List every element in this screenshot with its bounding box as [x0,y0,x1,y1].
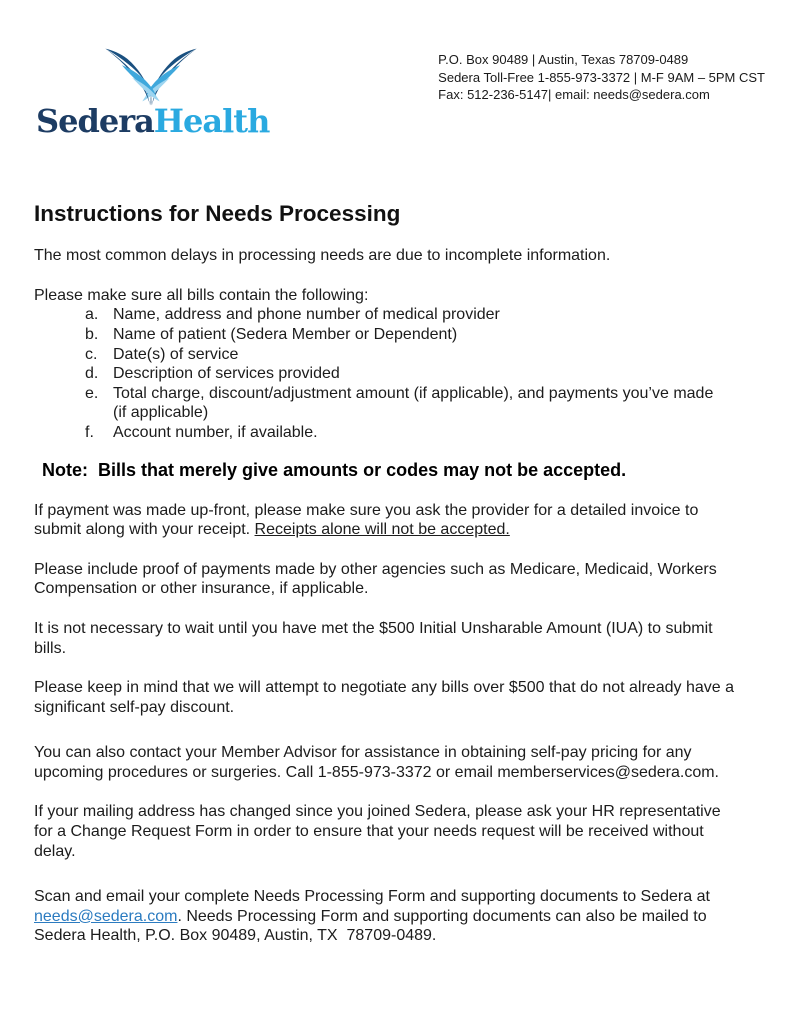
contact-address-line: P.O. Box 90489 | Austin, Texas 78709-0489 [438,52,689,67]
list-item [34,423,754,443]
negotiate-paragraph: Please keep in mind that we will attempt to negotiate any bills over $500 that do not already have a significant self-pay discount. [34,679,739,716]
sedera-logo [36,46,270,140]
brand-name-sedera: Sedera [36,102,154,140]
page-title: Instructions for Needs Processing [34,201,401,227]
list-marker: c. [85,345,98,363]
list-item-text: Account number, if available. [113,423,318,441]
list-marker: d. [85,365,99,383]
list-intro-paragraph: Please make sure all bills contain the following: [34,286,369,304]
paragraph-text: Scan and email your complete Needs Processing Form and supporting documents to Sedera at [34,888,715,906]
list-item [34,345,754,365]
list-item [34,384,754,423]
intro-paragraph: The most common delays in processing needs are due to incomplete information. [34,247,611,265]
list-item [34,364,754,384]
list-marker: a. [85,306,99,324]
scan-email-paragraph [34,887,742,946]
document-body [0,201,800,946]
list-item-text: Date(s) of service [113,345,239,363]
list-item-text: Total charge, discount/adjustment amount (if applicable), and payments you’ve made (if applicable) [113,384,718,422]
proof-of-payments-paragraph: Please include proof of payments made by other agencies such as Medicare, Medicaid, Workers Compensation or other insurance, if applicable. [34,560,722,598]
paragraph-text: If payment was made up-front, please make sure you ask the provider for a detailed invoice to submit along with your receipt. [34,501,703,539]
needs-email-link[interactable]: needs@sedera.com [34,907,178,925]
contact-info-block [438,51,765,104]
list-marker: b. [85,325,99,343]
brand-name-health: Health [153,102,270,140]
list-marker: e. [85,384,99,402]
address-change-paragraph: If your mailing address has changed since you joined Sedera, please ask your HR representative for a Change Request Form in order to ensure that your needs request will be received without delay. [34,803,726,860]
payment-upfront-paragraph [34,501,742,540]
contact-phone-line: Sedera Toll-Free 1-855-973-3372 | M-F 9AM – 5PM CST [438,69,765,85]
list-item-text: Name, address and phone number of medical provider [113,306,500,324]
bill-requirements-list [34,305,754,442]
letterhead [0,0,800,139]
list-marker: f. [85,423,94,441]
list-item [34,305,754,325]
wings-icon [99,46,203,108]
paragraph-text: . Needs Processing Form and supporting documents can also be mailed to Sedera Health, P.O. Box 90489, Austin, TX 78709-0489. [34,907,712,945]
note-paragraph: Note: Bills that merely give amounts or codes may not be accepted. [42,459,627,480]
member-advisor-paragraph: You can also contact your Member Advisor for assistance in obtaining self-pay pricing for any upcoming procedures or surgeries. Call 1-855-973-3372 or email memberservices@sedera.com. [34,744,719,781]
underlined-warning-text: Receipts alone will not be accepted. [254,521,510,539]
brand-wordmark [36,102,270,140]
list-item [34,325,754,345]
list-item-text: Name of patient (Sedera Member or Dependent) [113,325,458,343]
list-item-text: Description of services provided [113,365,340,383]
iua-paragraph: It is not necessary to wait until you have met the $500 Initial Unsharable Amount (IUA) to submit bills. [34,619,718,657]
contact-fax-email-line: Fax: 512-236-5147| email: needs@sedera.com [438,87,710,103]
